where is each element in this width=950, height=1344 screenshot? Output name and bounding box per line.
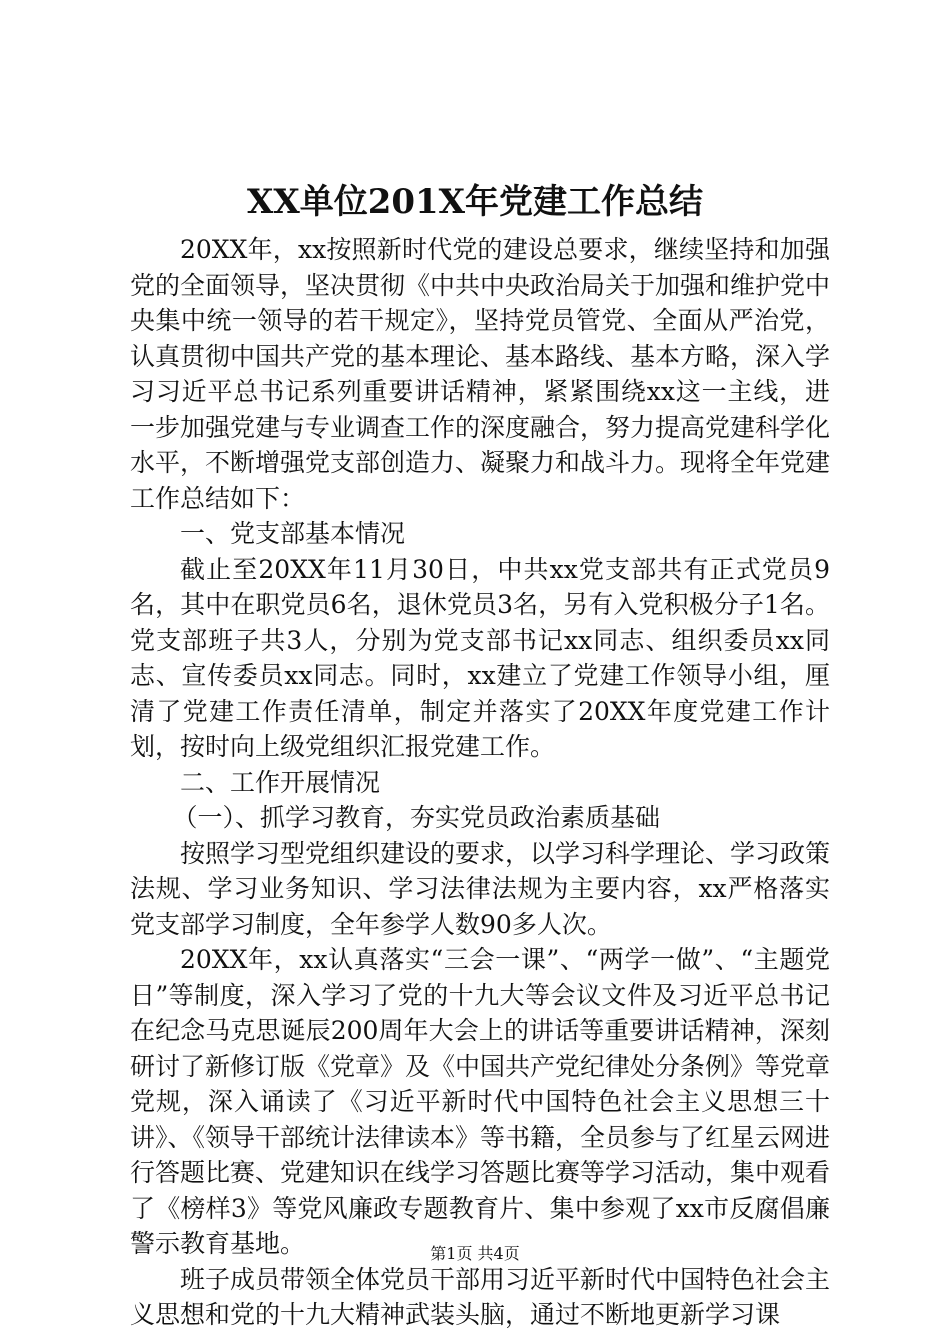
- document-title: XX单位201X年党建工作总结: [246, 182, 704, 222]
- subsection-heading-study: （一）、抓学习教育，夯实党员政治素质基础: [172, 803, 661, 832]
- page-number-footer: 第1页 共4页: [430, 1244, 520, 1263]
- paragraph-study-requirements: 按照学习型党组织建设的要求，以学习科学理论、学习政策法规、学习业务知识、学习法律法规为主要内容，xx严格落实党支部学习制度，全年参学人数90多人次。: [130, 838, 831, 939]
- section-heading-work: 二、工作开展情况: [180, 767, 381, 797]
- paragraph-leadership: 班子成员带领全体党员干部用习近平新时代中国特色社会主义思想和党的十九大精神武装头脑，通过不断地更新学习课: [130, 1264, 831, 1329]
- paragraph-intro: 20XX年，xx按照新时代党的建设总要求，继续坚持和加强党的全面领导，坚决贯彻《中共中央政治局关于加强和维护党中央集中统一领导的若干规定》，坚持党员管党、全面从严治党，认真贯彻中国共产党的基本理论、基本路线、基本方略，深入学习习近平总书记系列重要讲话精神，紧紧围绕xx这一主线，进一步加强党建与专业调查工作的深度融合，努力提高党建科学化水平，不断增强党支部创造力、凝聚力和战斗力。现将全年党建工作总结如下：: [130, 235, 831, 513]
- paragraph-basic-info: 截止至20XX年11月30日，中共xx党支部共有正式党员9名，其中在职党员6名，退休党员3名，另有入党积极分子1名。党支部班子共3人，分别为党支部书记xx同志、组织委员xx同志、宣传委员xx同志。同时，xx建立了党建工作领导小组，厘清了党建工作责任清单，制定并落实了20XX年度党建工作计划，按时向上级党组织汇报党建工作。: [130, 554, 830, 761]
- paragraph-study-activities: 20XX年，xx认真落实“三会一课”、“两学一做”、“主题党日”等制度，深入学习了党的十九大等会议文件及习近平总书记在纪念马克思诞辰200周年大会上的讲话等重要讲话精神，深刻研讨了新修订版《党章》及《中国共产党纪律处分条例》等党章党规，深入诵读了《习近平新时代中国特色社会主义思想三十讲》、《领导干部统计法律读本》等书籍，全员参与了红星云网进行答题比赛、党建知识在线学习答题比赛等学习活动，集中观看了《榜样3》等党风廉政专题教育片、集中参观了xx市反腐倡廉警示教育基地。: [130, 945, 831, 1258]
- document-body: [130, 232, 830, 1333]
- section-heading-basic-info: 一、党支部基本情况: [180, 519, 406, 548]
